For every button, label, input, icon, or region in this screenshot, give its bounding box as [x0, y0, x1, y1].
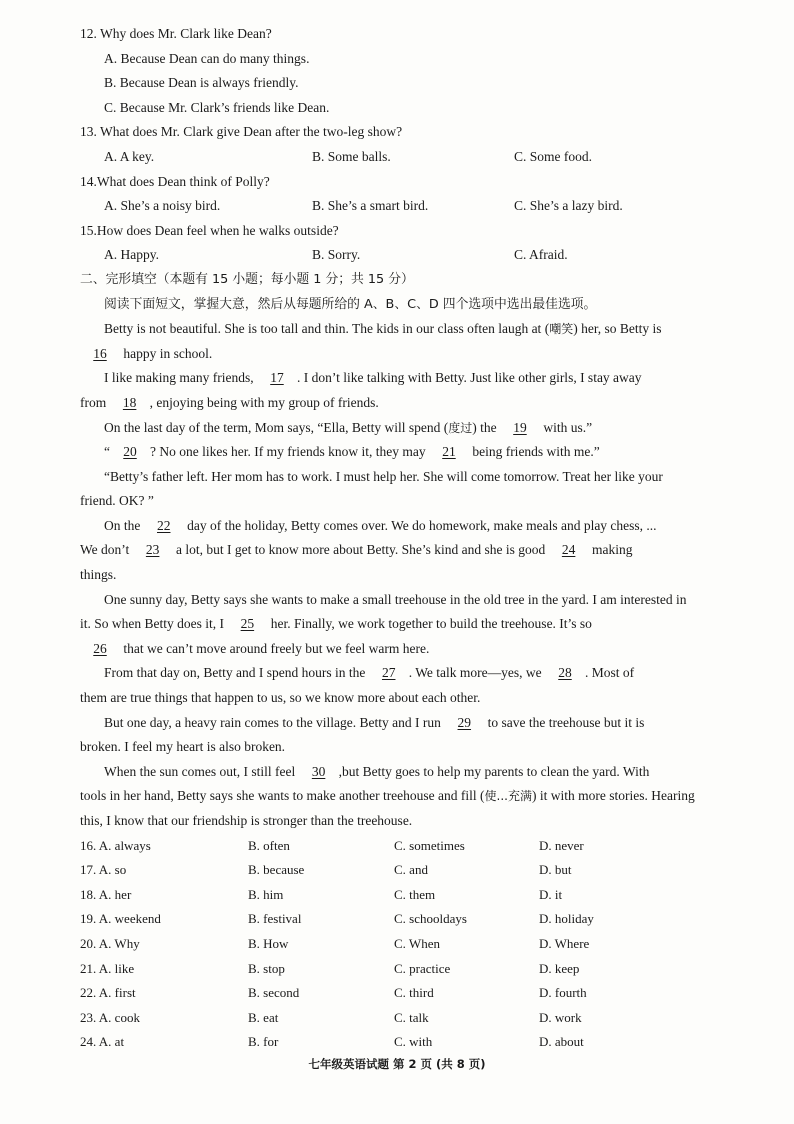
question-14-options: [0, 194, 794, 219]
question-12-option-c: C. Because Mr. Clark’s friends like Dean.: [104, 99, 330, 115]
question-15-option-a: A. Happy.: [104, 247, 159, 263]
passage-text: . Most of: [584, 665, 635, 681]
blank-22: 22: [157, 517, 171, 533]
passage-line: [0, 661, 794, 686]
answer-option: C. schooldays: [394, 911, 467, 927]
section-instruction: 阅读下面短文，掌握大意，然后从每题所给的 A、B、C、D 四个选项中选出最佳选项。: [104, 296, 597, 312]
answer-option: 19. A. weekend: [80, 911, 161, 927]
blank-26: 26: [93, 640, 107, 656]
passage-line: [0, 637, 794, 662]
passage-text: her. Finally, we work together to build the treehouse. It’s so: [270, 616, 592, 632]
answer-option: 24. A. at: [80, 1034, 125, 1050]
passage-text: that we can’t move around freely but we feel warm here.: [123, 640, 430, 656]
blank-16: 16: [93, 345, 107, 361]
question-13-option-a: A. A key.: [104, 148, 155, 164]
answer-option: C. sometimes: [394, 837, 465, 853]
passage-text: making: [592, 542, 633, 558]
passage-line: [0, 711, 794, 736]
passage-text: from: [80, 394, 107, 410]
chinese-gloss: 使...充满: [484, 789, 532, 804]
exam-page: [0, 22, 794, 1055]
question-14-stem: 14.What does Dean think of Polly?: [80, 173, 270, 189]
passage-line: [0, 465, 794, 490]
passage-line: [0, 440, 794, 465]
answer-option: B. because: [248, 862, 305, 878]
blank-17: 17: [270, 370, 284, 386]
passage-text: When the sun comes out, I still feel: [104, 763, 296, 779]
blank-29: 29: [457, 714, 472, 730]
answer-option: B. second: [248, 985, 300, 1001]
answer-option: 21. A. like: [80, 960, 135, 976]
passage-text: ? No one likes her. If my friends know it, they may: [150, 444, 426, 460]
answer-option: 18. A. her: [80, 886, 132, 902]
passage-text: to save the treehouse but it is: [487, 714, 645, 730]
passage-text: “: [104, 444, 110, 460]
question-14-option-a: A. She’s a noisy bird.: [104, 198, 221, 214]
passage-text: On the last day of the term, Mom says, “Ella, Betty will spend (: [104, 419, 449, 435]
answer-option: C. practice: [394, 960, 451, 976]
blank-28: 28: [558, 665, 572, 681]
answer-row: [0, 932, 794, 957]
passage-text: ) it with more stories. Hearing: [531, 788, 695, 804]
answer-row: [0, 907, 794, 932]
passage-line: [0, 317, 794, 342]
passage-text: ) her, so Betty is: [573, 321, 662, 337]
passage-text: day of the holiday, Betty comes over. We do homework, make meals and play chess, ...: [187, 517, 657, 533]
blank-18: 18: [122, 394, 137, 410]
passage-text: . We talk more—yes, we: [408, 665, 542, 681]
answer-row: [0, 1006, 794, 1031]
answer-row: [0, 883, 794, 908]
passage-text: One sunny day, Betty says she wants to make a small treehouse in the old tree in the yard. I am interested in: [104, 591, 687, 607]
answer-option: D. keep: [539, 960, 580, 976]
passage-text: . I don’t like talking with Betty. Just like other girls, I stay away: [296, 370, 642, 386]
blank-21: 21: [442, 444, 456, 460]
question-13-option-c: C. Some food.: [514, 148, 593, 164]
question-12-stem: 12. Why does Mr. Clark like Dean?: [80, 26, 272, 41]
answer-option: D. fourth: [539, 985, 587, 1001]
chinese-gloss: 度过: [448, 420, 473, 435]
question-15-option-c: C. Afraid.: [514, 247, 568, 263]
blank-24: 24: [561, 542, 576, 558]
answer-option: D. about: [539, 1034, 584, 1050]
question-12-option-a: A. Because Dean can do many things.: [104, 50, 310, 66]
passage-text: this, I know that our friendship is stronger than the treehouse.: [80, 813, 413, 828]
passage-line: [0, 391, 794, 416]
passage-text: Betty is not beautiful. She is too tall and thin. The kids in our class often laugh at (: [104, 321, 550, 337]
answer-option: B. How: [248, 935, 289, 951]
answer-row: [0, 957, 794, 982]
passage-text: I like making many friends,: [104, 370, 254, 386]
question-12-option-b: B. Because Dean is always friendly.: [104, 75, 299, 91]
answer-row: [0, 834, 794, 859]
passage-line: [0, 784, 794, 809]
passage-text: happy in school.: [123, 345, 213, 361]
answer-option: C. third: [394, 985, 434, 1001]
passage-text: But one day, a heavy rain comes to the village. Betty and I run: [104, 714, 441, 730]
answer-option: C. them: [394, 886, 436, 902]
passage-line: [0, 514, 794, 539]
question-13-option-b: B. Some balls.: [312, 148, 391, 164]
answer-option: C. talk: [394, 1009, 429, 1025]
answer-option: D. but: [539, 862, 572, 878]
answer-row: [0, 858, 794, 883]
answer-option: B. him: [248, 886, 284, 902]
passage-line: [0, 686, 794, 711]
answer-option: C. and: [394, 862, 428, 878]
passage-line: [0, 588, 794, 613]
passage-line: [0, 809, 794, 834]
chinese-gloss: 嘲笑: [549, 322, 574, 337]
question-13-options: [0, 145, 794, 170]
answer-option: D. never: [539, 837, 584, 853]
answer-row: [0, 981, 794, 1006]
passage-line: [0, 342, 794, 367]
answer-option: 16. A. always: [80, 837, 151, 853]
passage-line: [0, 416, 794, 441]
passage-text: On the: [104, 517, 141, 533]
passage-line: [0, 612, 794, 637]
answer-option: 22. A. first: [80, 985, 136, 1001]
blank-25: 25: [240, 616, 255, 632]
passage-line: [0, 366, 794, 391]
answer-option: B. for: [248, 1034, 279, 1050]
answer-option: D. Where: [539, 935, 590, 951]
answer-option: B. often: [248, 837, 290, 853]
answer-option: D. it: [539, 886, 563, 902]
passage-text: friend. OK? ”: [80, 493, 154, 509]
answer-option: 17. A. so: [80, 862, 127, 878]
blank-30: 30: [311, 763, 326, 779]
answer-option: C. with: [394, 1034, 433, 1050]
passage-text: We don’t: [80, 542, 130, 558]
passage-text: it. So when Betty does it, I: [80, 616, 224, 632]
question-15-options: [0, 243, 794, 268]
blank-20: 20: [123, 444, 137, 460]
page-footer: 七年级英语试题 第 2 页 (共 8 页): [308, 1057, 486, 1071]
blank-27: 27: [381, 665, 396, 681]
section-heading: 二、完形填空（本题有 15 小题；每小题 1 分；共 15 分）: [80, 271, 414, 287]
passage-text: ,but Betty goes to help my parents to clean the yard. With: [338, 763, 650, 779]
answer-option: 20. A. Why: [80, 935, 140, 951]
passage-text: , enjoying being with my group of friends.: [149, 394, 379, 410]
answer-option: D. holiday: [539, 911, 594, 927]
passage-text: things.: [80, 567, 117, 583]
passage-line: [0, 563, 794, 588]
passage-line: [0, 489, 794, 514]
question-14-option-c: C. She’s a lazy bird.: [514, 198, 623, 214]
passage-text: them are true things that happen to us, so we know more about each other.: [80, 690, 481, 706]
passage-line: [0, 538, 794, 563]
passage-text: being friends with me.”: [472, 444, 600, 460]
passage-line: [0, 735, 794, 760]
passage-text: with us.”: [543, 419, 593, 435]
blank-19: 19: [513, 419, 527, 435]
passage-text: From that day on, Betty and I spend hours in the: [104, 665, 366, 681]
passage-text: tools in her hand, Betty says she wants to make another treehouse and fill (: [80, 788, 485, 804]
question-14-option-b: B. She’s a smart bird.: [312, 198, 429, 214]
passage-line: [0, 760, 794, 785]
answer-option: B. eat: [248, 1009, 279, 1025]
answer-option: B. stop: [248, 960, 285, 976]
question-15-option-b: B. Sorry.: [312, 247, 361, 263]
passage-text: ) the: [472, 419, 497, 435]
answer-option: 23. A. cook: [80, 1009, 140, 1025]
blank-23: 23: [145, 542, 160, 558]
answer-option: B. festival: [248, 911, 302, 927]
passage-text: “Betty’s father left. Her mom has to work. I must help her. She will come tomorrow. Treat her like your: [104, 468, 663, 484]
answer-options: [0, 834, 794, 1055]
answer-option: C. When: [394, 935, 440, 951]
passage-text: broken. I feel my heart is also broken.: [80, 739, 286, 755]
passage-text: a lot, but I get to know more about Betty. She’s kind and she is good: [176, 542, 546, 558]
question-15-stem: 15.How does Dean feel when he walks outside?: [80, 222, 339, 238]
answer-option: D. work: [539, 1009, 582, 1025]
question-13-stem: 13. What does Mr. Clark give Dean after the two-leg show?: [80, 124, 403, 140]
